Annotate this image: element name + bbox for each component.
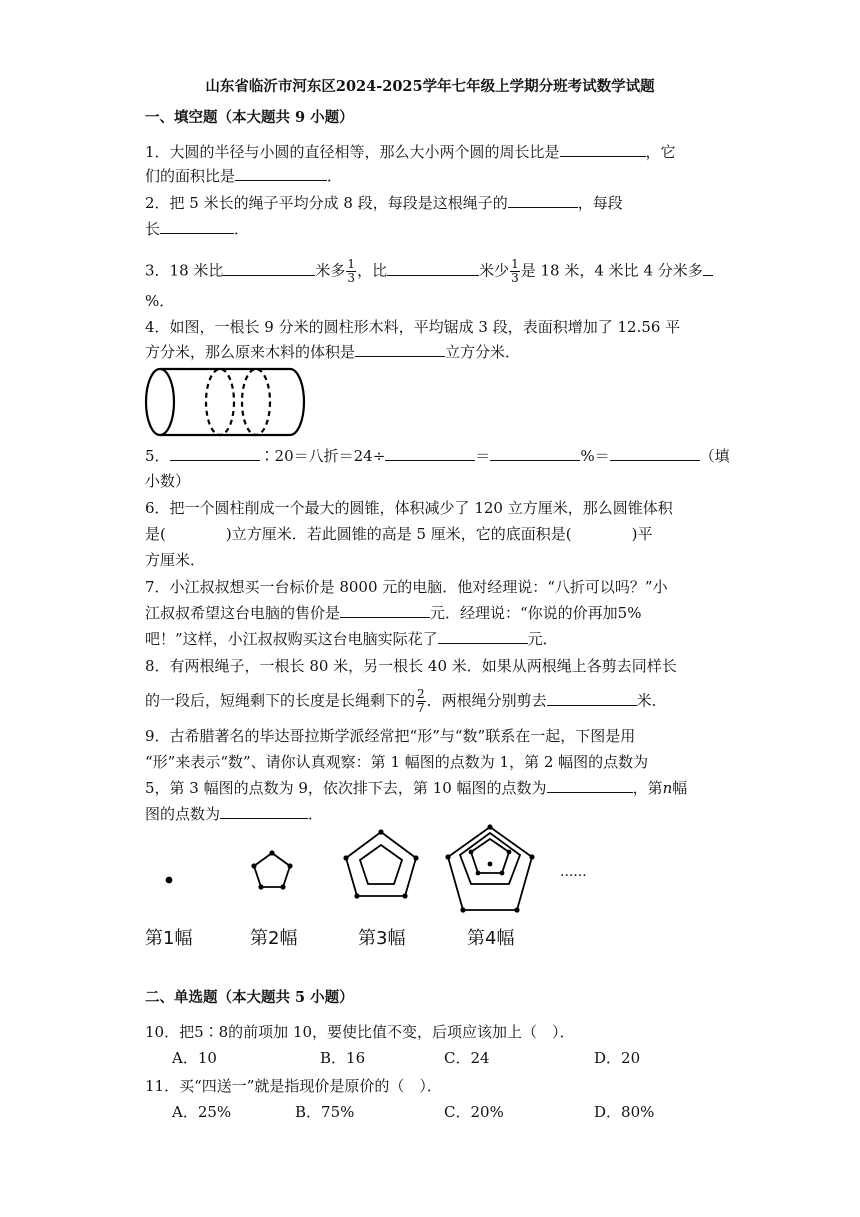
answer-blank[interactable] xyxy=(610,446,700,461)
question-9-line-1: 9．古希腊著名的毕达哥拉斯学派经常把“形”与“数”联系在一起，下图是用 xyxy=(145,727,636,745)
question-10-option-d[interactable]: D．20 xyxy=(594,1049,641,1067)
answer-blank[interactable] xyxy=(508,193,578,208)
question-6-line-2: 是( )立方厘米．若此圆锥的高是 5 厘米，它的底面积是( )平 xyxy=(145,525,653,543)
section-2-heading: 二、单选题（本大题共 5 小题） xyxy=(145,989,354,1006)
answer-blank[interactable] xyxy=(223,261,315,276)
answer-blank[interactable] xyxy=(355,342,445,357)
answer-blank[interactable] xyxy=(340,603,430,618)
question-7-line-3: 吧！”这样，小江叔叔购买这台电脑实际花了 元． xyxy=(145,630,558,648)
question-3-line-1: 3．18 米比 米多 $\frac{1}{3}$ ，比 米少 $\frac{1}{3}$ 是 18 米，4 米比 4 分米多 xyxy=(145,258,713,285)
question-1-line-1: 1．大圆的半径与小圆的直径相等，那么大小两个圆的周长比是 ，它 xyxy=(145,143,676,161)
section-1-heading: 一、填空题（本大题共 9 小题） xyxy=(145,109,354,126)
question-8-line-2: 的一段后，短绳剩下的长度是长绳剩下的 $\frac{2}{7}$ ．两根绳分别剪去 米． xyxy=(145,687,667,715)
question-7-line-1: 7．小江叔叔想买一台标价是 8000 元的电脑．他对经理说：“八折可以吗？”小 xyxy=(145,578,668,596)
answer-blank[interactable] xyxy=(703,261,713,276)
question-11-option-a[interactable]: A．25% xyxy=(172,1103,232,1121)
question-11-option-c[interactable]: C．20% xyxy=(444,1103,504,1121)
question-11-option-b[interactable]: B．75% xyxy=(295,1103,355,1121)
answer-blank[interactable] xyxy=(170,446,260,461)
question-8-line-1: 8．有两根绳子，一根长 80 米，另一根长 40 米．如果从两根绳上各剪去同样长 xyxy=(145,657,677,675)
fraction-one-third: $\frac{1}{3}$ xyxy=(347,257,356,285)
question-4-line-2: 方分米，那么原来木料的体积是 立方分米． xyxy=(145,343,521,361)
question-9-line-4: 图的点数为 ． xyxy=(145,805,324,823)
page-title: 山东省临沂市河东区2024-2025学年七年级上学期分班考试数学试题 xyxy=(205,78,655,95)
figure-label-4: 第4幅 xyxy=(467,928,515,949)
question-9-line-2: “形”来表示“数”、请你认真观察：第 1 幅图的点数为 1，第 2 幅图的点数为 xyxy=(145,753,649,771)
question-4-line-1: 4．如图，一根长 9 分米的圆柱形木料，平均锯成 3 段，表面积增加了 12.56 平 xyxy=(145,318,681,336)
pentagon-dot-figures xyxy=(140,822,600,922)
question-2-line-2: 长 ． xyxy=(145,220,250,238)
cylinder-figure xyxy=(140,366,310,438)
figure-ellipsis: ...... xyxy=(560,864,587,880)
question-1-line-2: 们的面积比是 ． xyxy=(145,167,343,185)
question-3-line-2: %． xyxy=(145,292,175,310)
fraction-one-third: $\frac{1}{3}$ xyxy=(511,257,519,285)
question-5-line-2: 小数） xyxy=(145,472,191,490)
question-10-option-b[interactable]: B．16 xyxy=(320,1049,366,1067)
answer-blank[interactable] xyxy=(385,446,475,461)
question-6-line-1: 6．把一个圆柱削成一个最大的圆锥，体积减少了 120 立方厘米，那么圆锥体积 xyxy=(145,499,673,517)
answer-blank[interactable] xyxy=(160,219,234,234)
question-10-option-c[interactable]: C．24 xyxy=(444,1049,490,1067)
question-5-line-1: 5． ∶20＝八折＝24÷ ＝ %＝ （填 xyxy=(145,447,730,465)
answer-blank[interactable] xyxy=(235,166,327,181)
question-9-line-3: 5，第 3 幅图的点数为 9，依次排下去，第 10 幅图的点数为 ，第n幅 xyxy=(145,779,688,797)
answer-blank[interactable] xyxy=(220,804,308,819)
answer-blank[interactable] xyxy=(490,446,580,461)
answer-blank[interactable] xyxy=(547,691,637,706)
question-6-line-3: 方厘米． xyxy=(145,551,206,569)
answer-blank[interactable] xyxy=(438,629,528,644)
figure-label-2: 第2幅 xyxy=(250,928,298,949)
answer-blank[interactable] xyxy=(547,778,633,793)
question-11-option-d[interactable]: D．80% xyxy=(594,1103,655,1121)
fraction-two-sevenths: $\frac{2}{7}$ xyxy=(417,687,425,715)
answer-blank[interactable] xyxy=(387,261,479,276)
answer-blank[interactable] xyxy=(560,142,646,157)
question-10-option-a[interactable]: A．10 xyxy=(172,1049,217,1067)
question-2-line-1: 2．把 5 米长的绳子平均分成 8 段，每段是这根绳子的 ，每段 xyxy=(145,194,623,212)
question-10-stem: 10．把5∶8的前项加 10，要使比值不变，后项应该加上（ ）． xyxy=(145,1023,575,1041)
figure-label-1: 第1幅 xyxy=(145,928,193,949)
question-11-stem: 11．买“四送一”就是指现价是原价的（ ）． xyxy=(145,1077,442,1095)
question-7-line-2: 江叔叔希望这台电脑的售价是 元．经理说：“你说的价再加5% xyxy=(145,604,642,622)
figure-label-3: 第3幅 xyxy=(358,928,406,949)
